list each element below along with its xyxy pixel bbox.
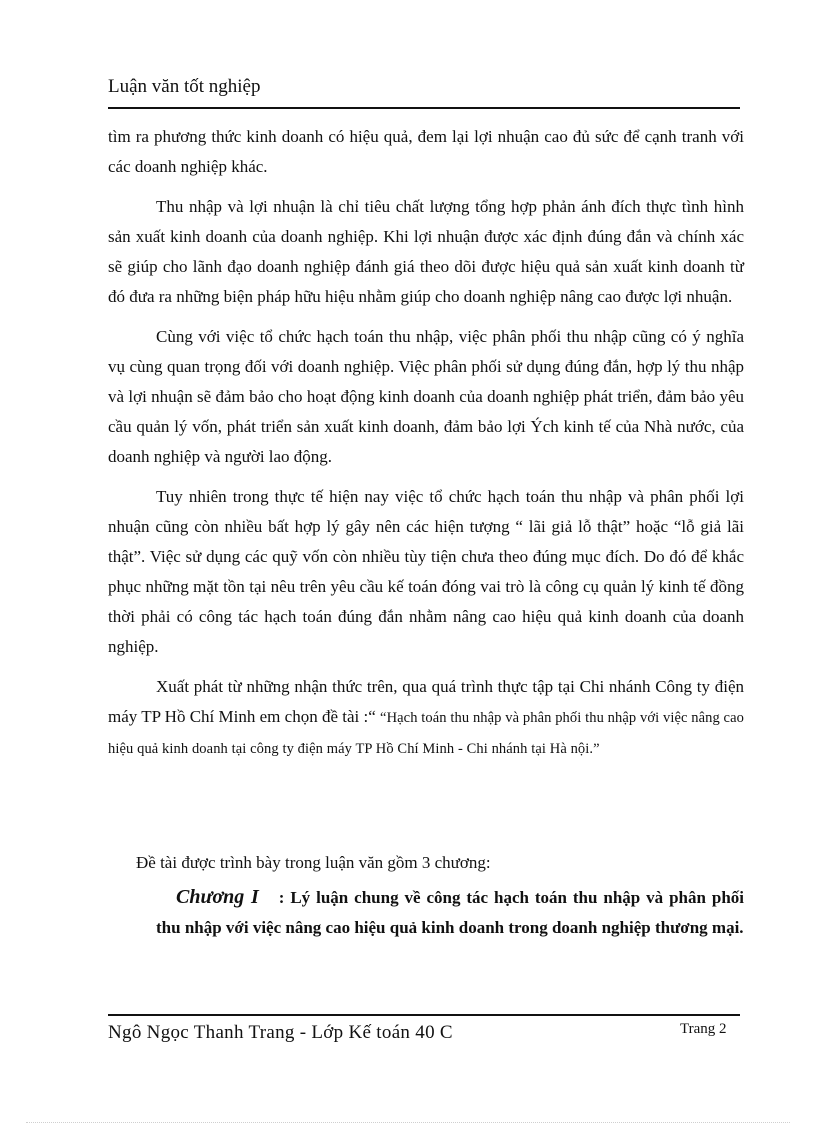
outline-intro: Đề tài được trình bày trong luận văn gồm 3 chương: xyxy=(136,853,491,872)
footer-author: Ngô Ngọc Thanh Trang - Lớp Kế toán 40 C xyxy=(108,1022,453,1043)
running-header: Luận văn tốt nghiệp xyxy=(108,76,261,97)
paragraph: tìm ra phương thức kinh doanh có hiệu quả, đem lại lợi nhuận cao đủ sức để cạnh tranh với các doanh nghiệp khác. xyxy=(108,127,744,176)
paragraph xyxy=(108,672,744,764)
paragraph: Tuy nhiên trong thực tế hiện nay việc tổ chức hạch toán thu nhập và phân phối lợi nhuận cũng còn nhiều bất hợp lý gây nên các hiện tượng “ lãi giả lỗ thật” hoặc “lỗ giả lãi thật”. Việc sử dụng các quỹ vốn còn nhiều tùy tiện chưa theo đúng mục đích. Do đó để khắc phục những mặt tồn tại nêu trên yêu cầu kế toán đóng vai trò là công cụ quản lý kinh tế đồng thời phải có công tác hạch toán đúng đắn nhằm nâng cao hiệu quả kinh doanh của doanh nghiệp. xyxy=(108,487,744,656)
header-rule xyxy=(108,107,740,109)
chapter-entry xyxy=(156,882,744,943)
chapter-outline xyxy=(108,848,744,943)
paragraph-lead: Xuất phát từ những nhận thức trên, qua quá trình thực tập tại Chi nhánh Công ty điện máy TP Hồ Chí Minh em chọn đề tài :“ xyxy=(108,677,744,726)
chapter-description: : Lý luận chung về công tác hạch toán thu nhập và phân phối thu nhập với việc nâng cao hiệu quả kinh doanh trong doanh nghiệp thương mại. xyxy=(156,888,745,937)
thesis-topic-quote: “Hạch toán thu nhập và phân phối thu nhập với việc nâng cao hiệu quả kinh doanh tại công ty điện máy TP Hồ Chí Minh - Chi nhánh tại Hà nội.” xyxy=(108,710,744,757)
footer-rule xyxy=(108,1014,740,1016)
page-number: Trang 2 xyxy=(680,1021,727,1037)
chapter-label: Chương I xyxy=(176,886,259,908)
paragraph: Cùng với việc tổ chức hạch toán thu nhập, việc phân phối thu nhập cũng có ý nghĩa vụ cùng quan trọng đối với doanh nghiệp. Việc phân phối sử dụng đúng đắn, hợp lý thu nhập và lợi nhuận sẽ đảm bảo cho hoạt động kinh doanh của doanh nghiệp phát triển, đảm bảo yêu cầu quản lý vốn, phát triển sản xuất kinh doanh, đảm bảo lợi Ých kinh tế của Nhà nước, của doanh nghiệp và người lao động. xyxy=(108,327,744,466)
paragraph: Thu nhập và lợi nhuận là chỉ tiêu chất lượng tổng hợp phản ánh đích thực tình hình sản xuất kinh doanh của doanh nghiệp. Khi lợi nhuận được xác định đúng đắn và chính xác sẽ giúp cho lãnh đạo doanh nghiệp đánh giá theo dõi được hiệu quả sản xuất kinh doanh từ đó đưa ra những biện pháp hữu hiệu nhằm giúp cho doanh nghiệp nâng cao được lợi nhuận. xyxy=(108,197,744,306)
body-text xyxy=(108,122,744,774)
